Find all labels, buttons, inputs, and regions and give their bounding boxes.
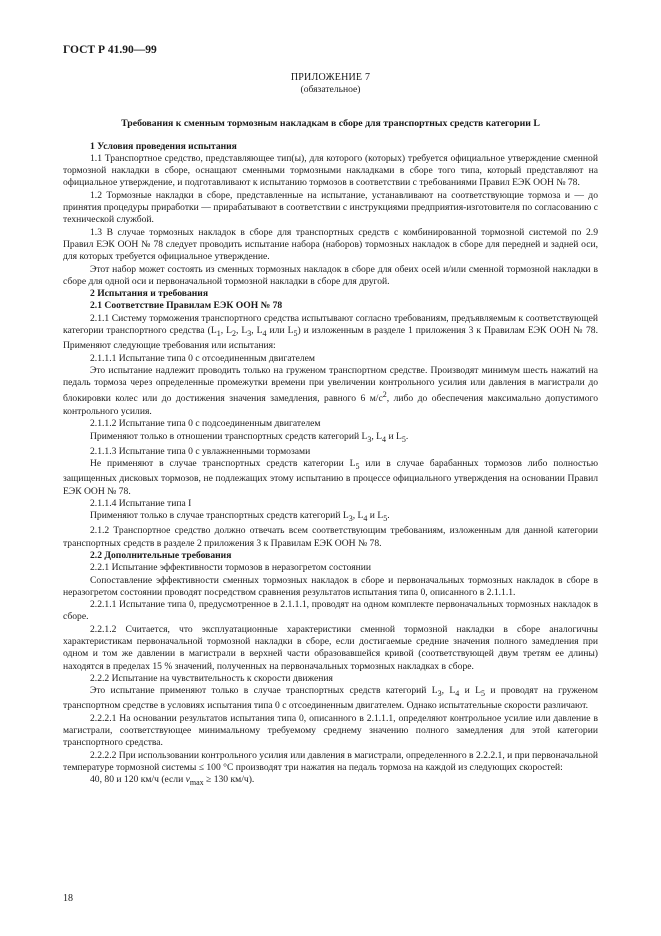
paragraph: 2.1.2 Транспортное средство должно отвечать всем соответствующим требованиям, изложенным для данной категории транспортных средств в разделе 2 приложения 3 к Правилам ЕЭК ООН № 78.	[63, 525, 598, 549]
paragraph: Это испытание надлежит проводить только на груженом транспортном средстве. Производят минимум шесть нажатий на педаль тормоза через определенные промежутки времени при увеличении контрольного усилия или давления в магистрали до блокировки колес или до достижения значения замедления, равного 6 $м/с^2$, либо до обеспечения максимально допустимого контрольного усилия.	[63, 364, 598, 417]
paragraph: 2.1.1.2 Испытание типа 0 с подсоединенным двигателем	[90, 418, 321, 430]
paragraph: 2.2.2.2 При использовании контрольного усилия или давления в магистрали, определенного в 2.2.2.1, и при первоначальной температуре тормозной системы ≤ 100 °С производят три нажатия на педаль тормоза на каждой из следующих скоростей:	[63, 749, 598, 773]
paragraph: 40, 80 и 120 км/ч (если $v_{max} \ge 130$ км/ч).	[90, 774, 255, 788]
appendix-title: ПРИЛОЖЕНИЕ 7	[290, 72, 371, 84]
paragraph: 2.2.1.1 Испытание типа 0, предусмотренное в 2.1.1.1, проводят на одном комплекте первоначальных тормозных накладок в сборе.	[63, 599, 598, 623]
paragraph: 2.2.1 Испытание эффективности тормозов в неразогретом состоянии	[90, 562, 372, 574]
section-heading: 2.1 Соответствие Правилам ЕЭК ООН № 78	[90, 300, 283, 312]
standard-code: ГОСТ Р 41.90—99	[63, 44, 157, 56]
paragraph: Это испытание применяют только в случае транспортных средств категорий $L_3$, $L_4$ и $L_5$ и проводят на груженом транспортном средстве в условиях испытания типа 0 с отсоединенным двигателем. Однако испытательные скорости различают.	[63, 685, 598, 712]
section-heading: 2 Испытания и требования	[90, 288, 209, 300]
page-number: 18	[63, 893, 73, 904]
section-heading: 1 Условия проведения испытания	[90, 140, 237, 152]
paragraph: Применяют только в отношении транспортных средств категорий $L_3$, $L_4$ и $L_5$.	[90, 430, 409, 444]
paragraph: Сопоставление эффективности сменных тормозных накладок в сборе и первоначальных тормозных накладок в сборе в неразогретом состоянии проводят посредством сравнения результатов испытания типа 0, описанного в 2.1.1.1.	[63, 574, 598, 598]
paragraph: 2.1.1.4 Испытание типа I	[90, 497, 192, 509]
paragraph: 1.1 Транспортное средство, представляющее тип(ы), для которого (которых) требуется официальное утверждение сменной тормозной накладки в сборе, оснащают сменными тормозными накладками в сборе того типа, который представляют на официальное утверждение, и подготавливают к испытанию тормозов в соответствии с требованиями Правил ЕЭК ООН № 78.	[63, 152, 598, 189]
paragraph: 2.1.1 Систему торможения транспортного средства испытывают согласно требованиям, предъявляемым к соответствующей категории транспортного средства ($L_1$, $L_2$, $L_3$, $L_4$ или $L_5$) и изложенным в разделе 1 приложения 3 к Правилам ЕЭК ООН № 78. Применяют следующие требования или испытания:	[63, 312, 598, 352]
paragraph: Применяют только в случае транспортных средств категорий $L_3$, $L_4$ и $L_5$.	[90, 510, 390, 524]
document-body	[63, 141, 598, 790]
document-title: Требования к сменным тормозным накладкам в сборе для транспортных средств категории L	[121, 118, 540, 130]
document-page	[63, 44, 598, 789]
appendix-subtitle: (обязательное)	[300, 84, 361, 96]
paragraph: 2.2.2 Испытание на чувствительность к скорости движения	[90, 672, 333, 684]
paragraph: 1.3 В случае тормозных накладок в сборе для транспортных средств с комбинированной тормозной системой по 2.9 Правил ЕЭК ООН № 78 следует проводить испытание набора (наборов) тормозных накладок в сборе для передней и задней оси, для которых требуется официальное утверждение.	[63, 226, 598, 263]
paragraph: 1.2 Тормозные накладки в сборе, представленные на испытание, устанавливают на соответствующие тормоза и — до принятия процедуры приработки — прирабатывают в соответствии с инструкциями предприятия-изготовителя по согласованию с технической службой.	[63, 189, 598, 226]
paragraph: 2.1.1.3 Испытание типа 0 с увлажненными тормозами	[90, 445, 311, 457]
paragraph: 2.1.1.1 Испытание типа 0 с отсоединенным двигателем	[90, 352, 315, 364]
paragraph: Этот набор может состоять из сменных тормозных накладок в сборе для обеих осей и/или сменной тормозной накладки в сборе для одной оси и первоначальной тормозной накладки в сборе для другой.	[63, 263, 598, 287]
paragraph: 2.2.2.1 На основании результатов испытания типа 0, описанного в 2.1.1.1, определяют контрольное усилие или давление в магистрали, соответствующее минимальному требуемому среднему значению полного замедления для этой категории транспортного средства.	[63, 712, 598, 749]
paragraph: Не применяют в случае транспортных средств категории $L_5$ или в случае барабанных тормозов либо полностью защищенных дисковых тормозов, не подлежащих этому испытанию в процессе официального утверждения на основании Правил ЕЭК ООН № 78.	[63, 458, 598, 497]
section-heading: 2.2 Дополнительные требования	[90, 549, 232, 561]
paragraph: 2.2.1.2 Считается, что эксплуатационные характеристики сменной тормозной накладки в сборе аналогичны характеристикам первоначальной тормозной накладки в сборе, если достигаемые средние значения полного замедления при одном и том же давлении в магистрали в верхней части образовавшейся кривой (соответствующей двум третям ее длины) находятся в пределах 15 % значений, полученных на первоначальных тормозных накладках в сборе.	[63, 623, 598, 672]
